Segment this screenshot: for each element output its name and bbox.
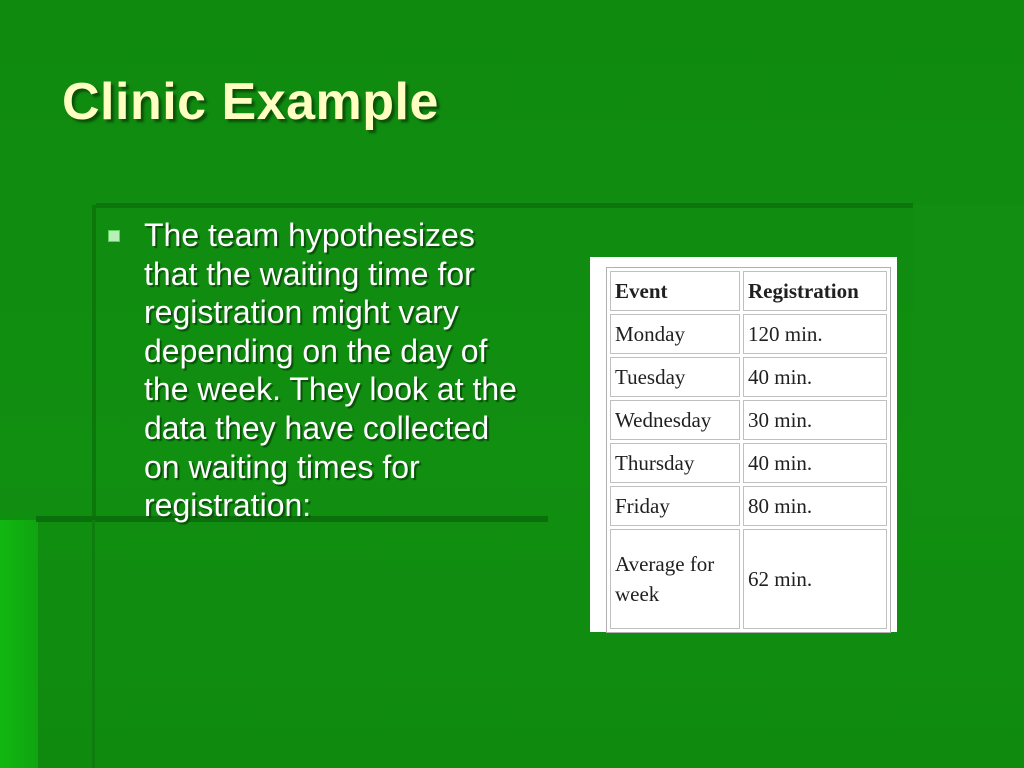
table-header-row <box>610 271 887 311</box>
table-cell-event: Thursday <box>610 443 740 483</box>
table-cell-registration: 40 min. <box>743 443 887 483</box>
table-row <box>610 529 887 629</box>
table-cell-registration: 40 min. <box>743 357 887 397</box>
table-cell-event: Average for week <box>610 529 740 629</box>
table-cell-registration: 62 min. <box>743 529 887 629</box>
decorative-band <box>0 520 38 768</box>
table-row <box>610 400 887 440</box>
table-cell-event: Monday <box>610 314 740 354</box>
column-header-event: Event <box>610 271 740 311</box>
table-cell-registration: 30 min. <box>743 400 887 440</box>
table-cell-event: Wednesday <box>610 400 740 440</box>
table-cell-event: Friday <box>610 486 740 526</box>
waiting-times-table <box>606 267 891 633</box>
decorative-line <box>92 205 96 520</box>
table-row <box>610 314 887 354</box>
bullet-text: The team hypothesizes that the waiting time for registration might vary depending on the day of the week. They look at the data they have collected on waiting times for registration: <box>144 217 517 524</box>
column-header-registration: Registration <box>743 271 887 311</box>
table-cell-registration: 120 min. <box>743 314 887 354</box>
table-row <box>610 357 887 397</box>
decorative-line <box>92 520 95 768</box>
table-cell-registration: 80 min. <box>743 486 887 526</box>
table-cell-event: Tuesday <box>610 357 740 397</box>
decorative-panel <box>913 205 1024 517</box>
table-row <box>610 443 887 483</box>
square-bullet-icon <box>108 230 120 242</box>
data-table-panel <box>590 257 897 632</box>
decorative-line <box>96 203 913 208</box>
slide-title: Clinic Example <box>62 73 439 131</box>
table-row <box>610 486 887 526</box>
